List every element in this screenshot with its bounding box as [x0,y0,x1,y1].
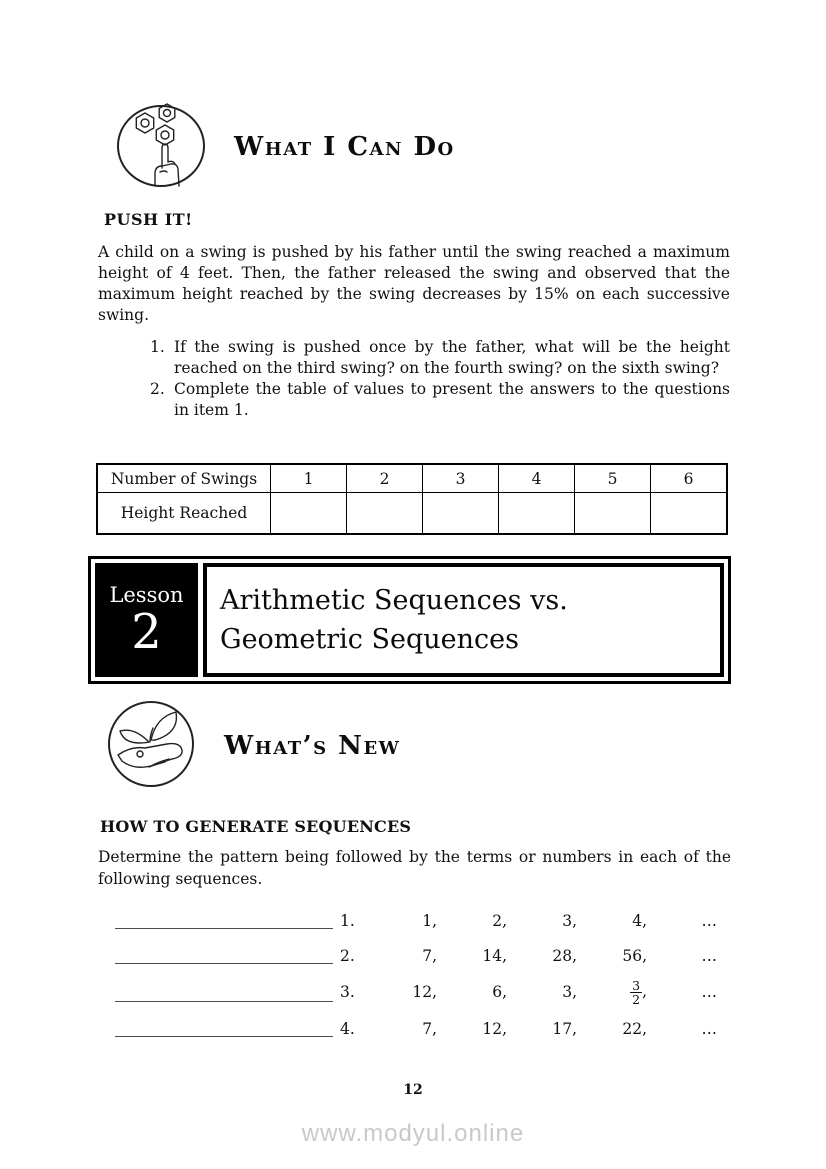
answer-blank [115,962,333,964]
hand-holding-plant-icon [105,698,197,794]
table-values-row [97,493,727,535]
question-text: If the swing is pushed once by the father, what will be the height reached on the third swing? on the fourth swing? on the sixth swing? [174,338,730,377]
sequence-ellipsis: … [701,983,717,1001]
sequence-number: 1. [340,911,355,930]
question-list [150,337,730,421]
activity-title: PUSH IT! [104,210,193,229]
sequences-list [115,903,717,1046]
sequence-term: 22, [622,1019,647,1038]
table-header-cell: 1 [271,464,347,493]
swings-table [96,463,728,535]
question-item-1 [150,337,730,379]
question-text: Complete the table of values to present the answers to the questions in item 1. [174,380,730,419]
instruction-paragraph: Determine the pattern being followed by the terms or numbers in each of the following sequences. [98,848,731,888]
table-header-cell: 5 [575,464,651,493]
answer-blank [115,1000,333,1002]
sequence-term: 2, [492,911,507,930]
section-heading-what-i-can-do: What I Can Do [234,132,455,162]
table-header-cell: 4 [499,464,575,493]
page-number: 12 [403,1082,423,1098]
sequence-term: 7, [422,946,437,965]
hand-holding-flowers-icon [115,100,207,194]
table-empty-cell [575,493,651,535]
sequence-term: 17, [552,1019,577,1038]
sequence-row-2 [115,938,717,973]
sequence-ellipsis: … [701,1019,717,1038]
lesson-banner [88,556,731,684]
lesson-title-line-2: Geometric Sequences [220,624,519,655]
sequence-row-1 [115,903,717,938]
sequence-term: 56, [622,946,647,965]
answer-blank [115,1035,333,1037]
section-heading-whats-new: What’s New [224,731,401,761]
table-empty-cell [423,493,499,535]
answer-blank [115,927,333,929]
sequence-term: 6, [492,983,507,1001]
table-empty-cell [347,493,423,535]
how-to-generate-sequences-heading: HOW TO GENERATE SEQUENCES [100,817,412,836]
sequence-ellipsis: … [701,911,717,930]
whats-new-header [105,698,400,794]
sequence-term: 4, [632,911,647,930]
sequence-number: 4. [340,1019,355,1038]
fraction-numerator: 3 [632,977,641,993]
question-number: 1. [150,338,165,356]
sequence-ellipsis: … [701,946,717,965]
table-header-cell: 2 [347,464,423,493]
lesson-number: 2 [131,604,162,660]
sequence-term: 3, [562,911,577,930]
table-empty-cell [271,493,347,535]
table-empty-cell [499,493,575,535]
table-row-label: Height Reached [97,493,271,535]
sequence-term: 3, [562,983,577,1001]
table-header-row [97,464,727,493]
lesson-number-box [95,563,198,677]
sequence-number: 2. [340,946,355,965]
lesson-word: Lesson [109,583,184,607]
sequence-row-4 [115,1011,717,1046]
table-header-cell: 3 [423,464,499,493]
lesson-title-line-1: Arithmetic Sequences vs. [220,585,568,616]
sequence-row-3 [115,973,717,1011]
sequence-term: 12, [412,983,437,1001]
sequence-term: 1, [422,911,437,930]
question-item-2 [150,379,730,421]
sequence-number: 3. [340,983,355,1001]
table-header-cell: 6 [651,464,728,493]
lesson-title-box [203,563,724,677]
sequence-term: 28, [552,946,577,965]
question-number: 2. [150,380,165,398]
table-header-label: Number of Swings [97,464,271,493]
watermark: www.modyul.online [301,1120,525,1147]
what-i-can-do-header [115,100,455,194]
sequence-term: 12, [482,1019,507,1038]
fraction-denominator: 2 [632,991,641,1007]
sequence-term: 7, [422,1019,437,1038]
intro-paragraph: A child on a swing is pushed by his father until the swing reached a maximum height of 4 feet. Then, the father released the swing and observed that the maximum height reached by the swing decreases by 15% on each successive swing. [98,243,730,324]
table-empty-cell [651,493,728,535]
fraction [630,979,642,1006]
fraction-comma: , [642,982,647,1000]
sequence-term: 14, [482,946,507,965]
sequence-fraction-term [577,979,647,1006]
